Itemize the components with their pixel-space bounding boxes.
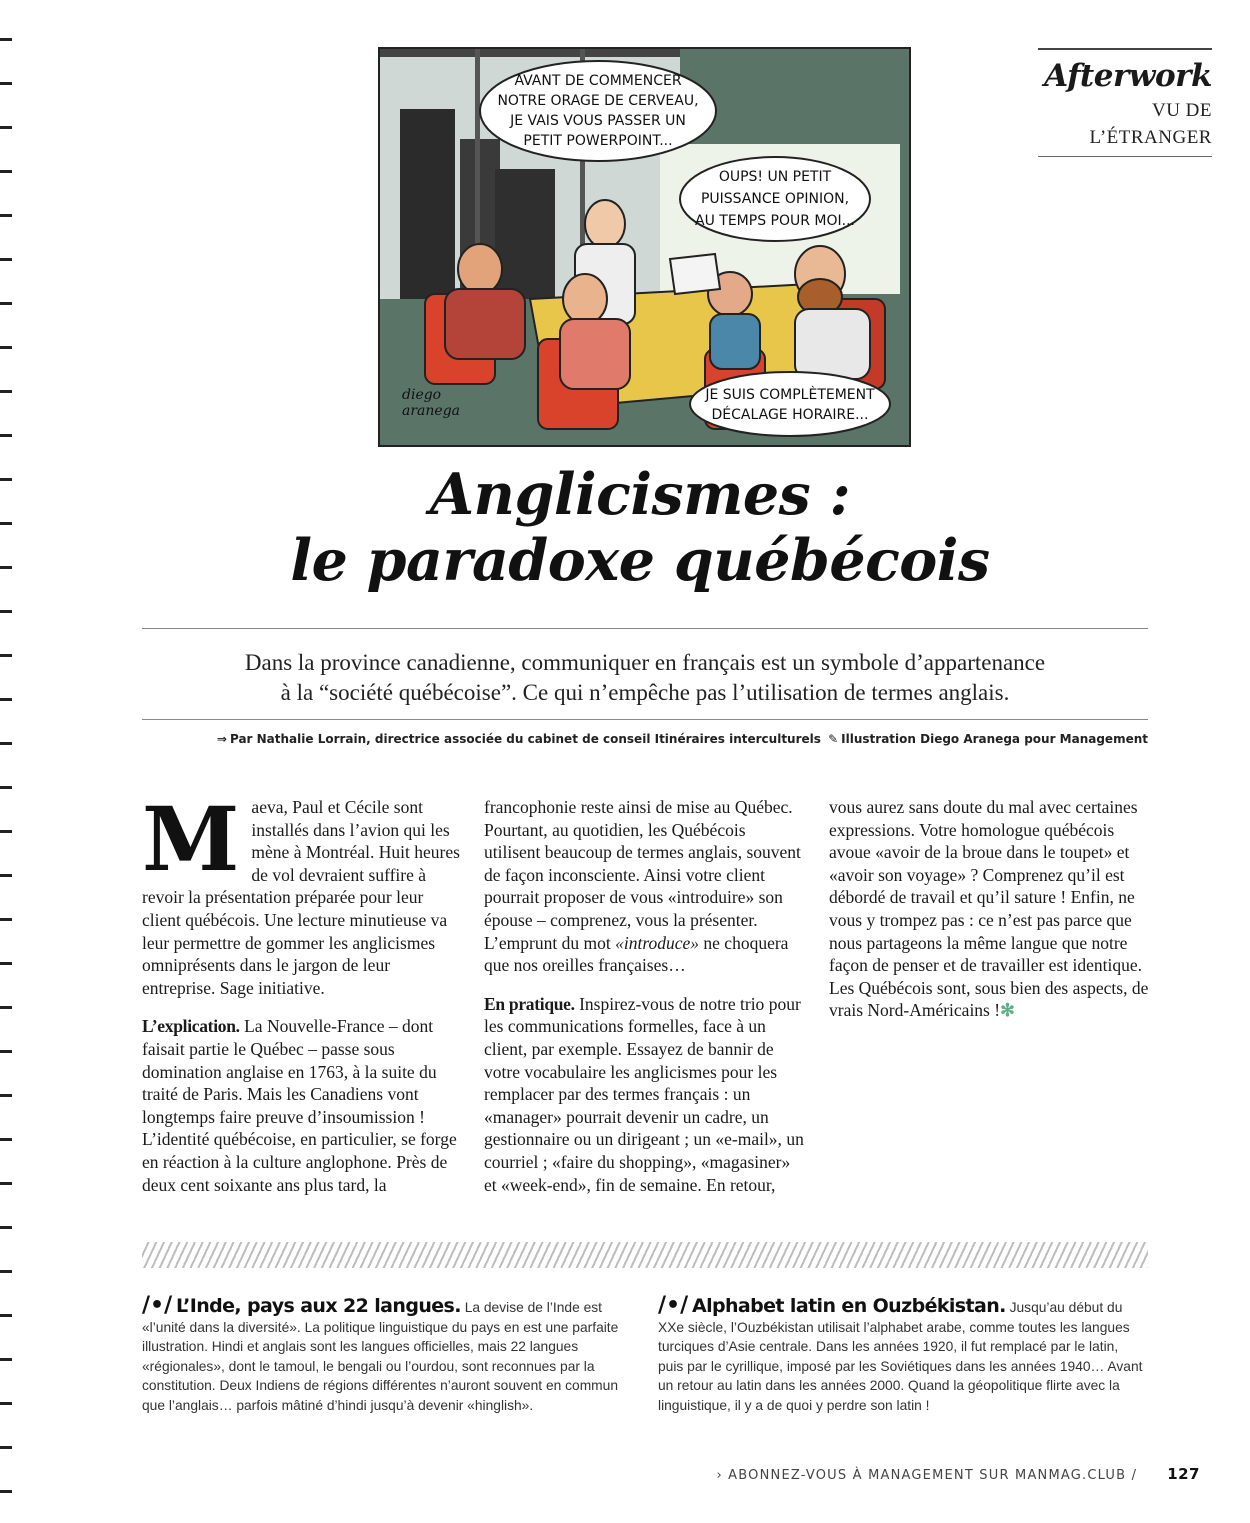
word: de xyxy=(484,864,501,885)
word: reste xyxy=(580,797,614,817)
word: culture xyxy=(252,1151,302,1172)
word: y xyxy=(866,909,876,930)
word: termes xyxy=(637,842,684,863)
word: à xyxy=(223,1151,232,1172)
word: de xyxy=(872,955,889,976)
lead-in-en-pratique: En pratique. xyxy=(484,993,575,1014)
word: la xyxy=(945,842,958,863)
word: Québécois xyxy=(858,977,933,998)
word: shopping», xyxy=(619,1151,697,1172)
bubble1-line2: NOTRE ORAGE DE CERVEAU, xyxy=(497,93,699,109)
word: des xyxy=(585,1084,609,1105)
word: courriel xyxy=(484,1151,539,1172)
word: de xyxy=(619,1174,636,1195)
word: du xyxy=(986,797,1004,817)
word: un xyxy=(682,1106,701,1127)
word: de xyxy=(757,1038,774,1059)
word: et xyxy=(943,955,956,976)
word: Essayez xyxy=(626,1038,683,1059)
word: pas xyxy=(1036,909,1060,930)
bubble1-line1: AVANT DE COMMENCER xyxy=(514,73,682,89)
headline-line1: Anglicismes : xyxy=(429,461,851,528)
word: mot xyxy=(583,932,611,953)
word: aspects, xyxy=(1072,977,1128,998)
word: soixante xyxy=(213,1174,273,1195)
word: son xyxy=(878,864,903,885)
article-paragraph-3 xyxy=(484,993,806,1196)
word: de xyxy=(609,887,626,908)
word: particulier, xyxy=(321,1129,397,1150)
rule-top xyxy=(142,628,1148,629)
bubble2-line2: PUISSANCE OPINION, xyxy=(700,191,850,207)
word: ne xyxy=(703,932,720,953)
word: ne xyxy=(1118,887,1135,908)
brief-text: Jusqu’au début du XXe siècle, l’Ouzbékistan utilisait l’alphabet arabe, comme toutes les langues turciques d’Asie centrale. Dans les années 1920, il fut remplacé par le latin, puis par le cyrillique, imposé par les Soviétiques dans les années 1940… Avant un retour au latin dans les années 2000. Quand la géopolitique flirte avec la linguistique, il y a de quoi y perdre son latin ! xyxy=(658,1300,1143,1413)
word: : xyxy=(968,909,974,930)
byline xyxy=(142,732,1148,746)
word: fin xyxy=(595,1174,615,1195)
word: de xyxy=(655,797,673,817)
word: et xyxy=(484,1174,497,1195)
brief-text: La devise de l’Inde est «l’unité dans la diversité». La politique linguistique du pays en est une parfaite illustration. Hindi et anglais sont les langues officielles, mais 22 langues «régionales», dont le tamoul, le bengali ou l’ourdou, sont reconnues par la constitution. Deux Indiens de régions différentes n’auront souvent en commun que l’anglais… parfois mâtiné d’hindi jusqu’à devenir «hinglish». xyxy=(142,1300,619,1413)
word: avec xyxy=(1038,797,1072,817)
word: semaine. xyxy=(640,1174,702,1195)
word: Ainsi xyxy=(643,864,682,885)
arrow-icon: ⇒ xyxy=(216,732,227,746)
word: québécoise, xyxy=(213,1129,296,1150)
word: les xyxy=(286,1084,306,1105)
word: partageons xyxy=(866,932,943,953)
word: broue xyxy=(962,842,1003,863)
word: voyage» xyxy=(906,864,967,885)
word: langue xyxy=(1010,932,1058,953)
lede xyxy=(142,648,1148,708)
word: toupet» xyxy=(1059,842,1113,863)
word: votre xyxy=(685,864,722,885)
word: preuve xyxy=(255,1106,304,1127)
word: n’est xyxy=(998,909,1033,930)
word: la xyxy=(373,1174,387,1195)
word: la xyxy=(364,1061,378,1082)
word: Mais xyxy=(246,1084,282,1105)
binding-edge xyxy=(0,0,12,1523)
word: francophonie xyxy=(484,797,577,817)
cartoon-illustration xyxy=(378,47,911,447)
word: expressions. xyxy=(829,819,916,840)
word: domination xyxy=(142,1061,222,1082)
word: retour, xyxy=(729,1174,776,1195)
word: que xyxy=(1061,932,1088,953)
word: parce xyxy=(1064,909,1103,930)
word: de xyxy=(616,842,633,863)
word: de xyxy=(430,1151,448,1172)
word: anglaise xyxy=(226,1061,284,1082)
word: faire xyxy=(219,1106,252,1127)
word: mal xyxy=(1008,797,1035,817)
word: La xyxy=(244,1016,263,1037)
word: les xyxy=(610,1061,630,1082)
word: pour xyxy=(721,1061,754,1082)
word: façon xyxy=(504,864,544,885)
byline-illustration: Illustration Diego Aranega pour Management xyxy=(841,732,1148,746)
word: du xyxy=(419,1061,437,1082)
word: partie xyxy=(189,1038,229,1059)
word: présenter. xyxy=(690,909,758,930)
word: communications xyxy=(507,1016,624,1037)
word: «introduce» xyxy=(615,932,700,953)
word: gestionnaire xyxy=(484,1129,570,1150)
word: à xyxy=(352,1061,361,1082)
word: un xyxy=(595,1129,614,1150)
word: épouse xyxy=(484,909,533,930)
word: que xyxy=(484,955,510,976)
word: de xyxy=(678,993,696,1014)
word: les xyxy=(647,819,668,840)
word: débordé xyxy=(829,887,886,908)
word: sous xyxy=(974,977,1006,998)
word: cadre, xyxy=(704,1106,747,1127)
word: passe xyxy=(321,1038,360,1059)
word: comprenez, xyxy=(550,909,632,930)
word: d’insoumission xyxy=(307,1106,415,1127)
bubble3-line2: DÉCALAGE HORAIRE... xyxy=(711,407,869,423)
word: «e-mail», xyxy=(715,1129,782,1150)
word: de xyxy=(889,887,907,908)
article-paragraph-2 xyxy=(142,1015,464,1196)
article-column-3 xyxy=(829,796,1151,1022)
word: Québec xyxy=(250,1038,304,1059)
word: vont xyxy=(387,1084,419,1105)
word: penser xyxy=(893,955,939,976)
word: dans xyxy=(1006,842,1039,863)
word: Les xyxy=(829,977,855,998)
word: utilisent xyxy=(484,842,541,863)
word: travail xyxy=(910,887,956,908)
word: de xyxy=(1131,977,1149,998)
word: pourrait xyxy=(484,887,540,908)
word: choquera xyxy=(724,932,789,953)
word: Enfin, xyxy=(1070,887,1114,908)
word: formelles, xyxy=(627,1016,699,1037)
word: aurez xyxy=(866,797,905,817)
word: ce xyxy=(978,909,994,930)
word: bannir xyxy=(708,1038,753,1059)
word: traité xyxy=(142,1084,178,1105)
word: du xyxy=(561,932,580,953)
word: bien xyxy=(1010,977,1041,998)
word: inconsciente. xyxy=(548,864,640,885)
lede-line1: Dans la province canadienne, communiquer en français est un symbole d’appartenance xyxy=(244,650,1046,675)
word: Québec. xyxy=(734,797,793,817)
word: le xyxy=(1042,842,1056,863)
word: la xyxy=(235,1151,249,1172)
end-mark-icon: ✻ xyxy=(1000,1000,1015,1021)
article-column-1 xyxy=(142,787,464,1196)
bubble1-line3: JE VAIS VOUS PASSER UN xyxy=(510,113,686,129)
word: français xyxy=(663,1084,720,1105)
page-number: 127 xyxy=(1167,1465,1200,1483)
paragraph-2-text xyxy=(142,1016,457,1194)
word: tard, xyxy=(337,1174,370,1195)
word: Nord-Américains xyxy=(867,1000,990,1021)
word: pourrait xyxy=(566,1106,622,1127)
lede-line2: à la “société québécoise”. Ce qui n’empêche pas l’utilisation de termes anglais. xyxy=(280,680,1010,705)
word: des xyxy=(1044,977,1069,998)
word: un xyxy=(732,1084,751,1105)
word: est xyxy=(1048,955,1069,976)
subscribe-link[interactable]: › ABONNEZ-VOUS À MANAGEMENT SUR MANMAG.CLUB / xyxy=(716,1468,1138,1483)
word: L’identité xyxy=(142,1129,210,1150)
word: Nouvelle-France xyxy=(266,1016,385,1037)
word: longtemps xyxy=(142,1106,215,1127)
word: de xyxy=(960,955,977,976)
word: un xyxy=(786,1129,804,1150)
word: «week-end», xyxy=(501,1174,591,1195)
word: En xyxy=(706,1174,726,1195)
headline xyxy=(260,462,1020,594)
word: pas xyxy=(941,909,965,930)
article-paragraph-continued xyxy=(829,796,1151,1022)
word: Comprenez xyxy=(982,864,1064,885)
word: exemple. xyxy=(558,1038,623,1059)
word: par xyxy=(531,1038,554,1059)
word: en xyxy=(287,1061,305,1082)
word: les xyxy=(484,1016,504,1037)
section-subtitle-line1: VU DE xyxy=(1151,100,1212,121)
bubble3-line1: JE SUIS COMPLÈTEMENT xyxy=(705,387,875,403)
word: ! xyxy=(994,1000,1001,1021)
word: cent xyxy=(180,1174,210,1195)
word: ; xyxy=(542,1151,548,1172)
word: vous xyxy=(630,887,664,908)
section-subtitle-line2: L’ÉTRANGER xyxy=(1089,127,1212,148)
word: «magasiner» xyxy=(700,1151,791,1172)
word: nos xyxy=(513,955,538,976)
word: vous xyxy=(829,909,863,930)
section-title: Afterwork xyxy=(1044,58,1212,94)
word: Votre xyxy=(919,819,957,840)
word: nous xyxy=(829,932,863,953)
word: sature xyxy=(1014,887,1056,908)
word: québécois xyxy=(1044,819,1115,840)
pencil-icon: ✎ xyxy=(828,732,839,746)
word: faisait xyxy=(142,1038,185,1059)
word: au xyxy=(552,819,569,840)
word: qu’il xyxy=(1067,864,1101,885)
word: le xyxy=(233,1038,246,1059)
word: – xyxy=(536,909,546,930)
bubble2-line3: AU TEMPS POUR MOI... xyxy=(695,213,855,229)
word: Paris. xyxy=(203,1084,243,1105)
word: forge xyxy=(420,1129,457,1150)
word: client, xyxy=(484,1038,528,1059)
word: anglophone. xyxy=(305,1151,392,1172)
word: ? xyxy=(970,864,979,885)
word: notre xyxy=(1091,932,1128,953)
bubble1-line4: PETIT POWERPOINT... xyxy=(523,133,673,149)
brief-title: Alphabet latin en Ouzbékistan. xyxy=(691,1295,1006,1317)
brief-marker: /•/ xyxy=(142,1293,173,1318)
word: oreilles xyxy=(542,955,594,976)
page-footer xyxy=(600,1465,1200,1483)
headline-line2: le paradoxe québécois xyxy=(290,527,990,594)
word: réaction xyxy=(162,1151,220,1172)
word: votre xyxy=(484,1061,520,1082)
word: vous xyxy=(635,909,669,930)
word: ou xyxy=(573,1129,592,1150)
cartoon-signature-line2: aranega xyxy=(402,403,460,419)
word: et xyxy=(959,887,973,908)
word: dont xyxy=(402,1016,434,1037)
word: un xyxy=(751,1106,769,1127)
word: façon xyxy=(829,955,868,976)
word: françaises… xyxy=(598,955,686,976)
word: certaines xyxy=(1075,797,1138,817)
byline-author: Par Nathalie Lorrain, directrice associée du cabinet de conseil Itinéraires interculturels xyxy=(229,732,821,746)
word: «avoir xyxy=(875,842,920,863)
word: souvent xyxy=(746,842,801,863)
word: trompez xyxy=(879,909,937,930)
word: ainsi xyxy=(618,797,652,817)
word: plus xyxy=(304,1174,334,1195)
word: Canadiens xyxy=(310,1084,384,1105)
word: pour xyxy=(768,993,801,1014)
word: notre xyxy=(699,993,736,1014)
hatched-divider xyxy=(142,1242,1148,1268)
word: en xyxy=(142,1151,159,1172)
cartoon-signature-line1: diego xyxy=(402,387,442,403)
section-header xyxy=(1038,48,1212,157)
word: Pourtant, xyxy=(484,819,548,840)
word: travailler xyxy=(981,955,1045,976)
brief-ouzbekistan xyxy=(658,1293,1146,1416)
word: «manager» xyxy=(484,1106,562,1127)
word: deux xyxy=(142,1174,177,1195)
word: identique. xyxy=(1072,955,1142,976)
paragraph-3-text xyxy=(484,994,804,1195)
brief-inde xyxy=(142,1293,630,1416)
article-paragraph-continued xyxy=(484,796,806,977)
word: doute xyxy=(943,797,983,817)
word: la xyxy=(673,909,686,930)
word: qu’il xyxy=(976,887,1010,908)
word: mise xyxy=(676,797,710,817)
word: proposer xyxy=(543,887,606,908)
word: beaucoup xyxy=(544,842,612,863)
brief-title: L’Inde, pays aux 22 langues. xyxy=(175,1295,461,1317)
article-column-2 xyxy=(484,796,806,1196)
word: de xyxy=(687,1038,704,1059)
word: Québécois xyxy=(671,819,746,840)
word: se xyxy=(401,1129,416,1150)
rule-bottom xyxy=(142,719,1148,720)
word: L’emprunt xyxy=(484,932,558,953)
word: avoue xyxy=(829,842,871,863)
word: «avoir xyxy=(829,864,874,885)
word: vrais xyxy=(829,1000,864,1021)
word: de xyxy=(182,1084,199,1105)
word: un xyxy=(693,1129,711,1150)
word: vous xyxy=(829,797,863,817)
word: «introduire» xyxy=(667,887,755,908)
word: et xyxy=(1116,842,1130,863)
word: que xyxy=(1106,909,1132,930)
word: dirigeant xyxy=(617,1129,680,1150)
word: 1763, xyxy=(308,1061,349,1082)
dropcap: M xyxy=(142,787,240,891)
word: de xyxy=(924,842,941,863)
word: client xyxy=(726,864,765,885)
word: sans xyxy=(908,797,939,817)
word: Près xyxy=(396,1151,427,1172)
word: quotidien, xyxy=(572,819,644,840)
word: suite xyxy=(381,1061,415,1082)
lead-in-explication: L’explication. xyxy=(142,1016,240,1037)
article-paragraph-1 xyxy=(142,787,464,999)
word: même xyxy=(963,932,1007,953)
word: à xyxy=(736,1016,745,1037)
word: anglais, xyxy=(688,842,743,863)
word: remplacer xyxy=(484,1084,554,1105)
word: – xyxy=(388,1016,398,1037)
word: trio xyxy=(740,993,765,1014)
word: au xyxy=(713,797,731,817)
word: un xyxy=(748,1016,766,1037)
word: homologue xyxy=(961,819,1040,840)
word: : xyxy=(723,1084,729,1105)
word: devenir xyxy=(625,1106,679,1127)
word: vocabulaire xyxy=(524,1061,606,1082)
word: «faire xyxy=(552,1151,593,1172)
word: est xyxy=(1105,864,1125,885)
word: ans xyxy=(276,1174,300,1195)
word: termes xyxy=(612,1084,660,1105)
word: du xyxy=(597,1151,615,1172)
word: ! xyxy=(1060,887,1067,908)
word: sous xyxy=(363,1038,395,1059)
word: en xyxy=(300,1129,317,1150)
brief-marker: /•/ xyxy=(658,1293,689,1318)
word: les xyxy=(757,1061,778,1082)
word: face xyxy=(702,1016,732,1037)
cartoon-drawing xyxy=(380,49,909,445)
word: son xyxy=(758,887,783,908)
word: sont, xyxy=(936,977,971,998)
paragraph-1-text: aeva, Paul et Cécile sont installés dans l’avion qui les mène à Montréal. Huit heures de vol devraient suffire à revoir la présentation préparée pour leur client québécois. Une lecture minutieuse va leur permettre de gommer les anglicismes omniprésents dans le jargon de leur entreprise. Sage initiative. xyxy=(142,797,460,998)
word: par xyxy=(558,1084,581,1105)
word: ; xyxy=(684,1129,690,1150)
bubble2-line1: OUPS! UN PETIT xyxy=(718,169,832,185)
word: Inspirez-vous xyxy=(579,993,675,1014)
word: ! xyxy=(419,1106,425,1127)
word: la xyxy=(946,932,960,953)
word: anglicismes xyxy=(634,1061,717,1082)
word: – xyxy=(308,1038,317,1059)
